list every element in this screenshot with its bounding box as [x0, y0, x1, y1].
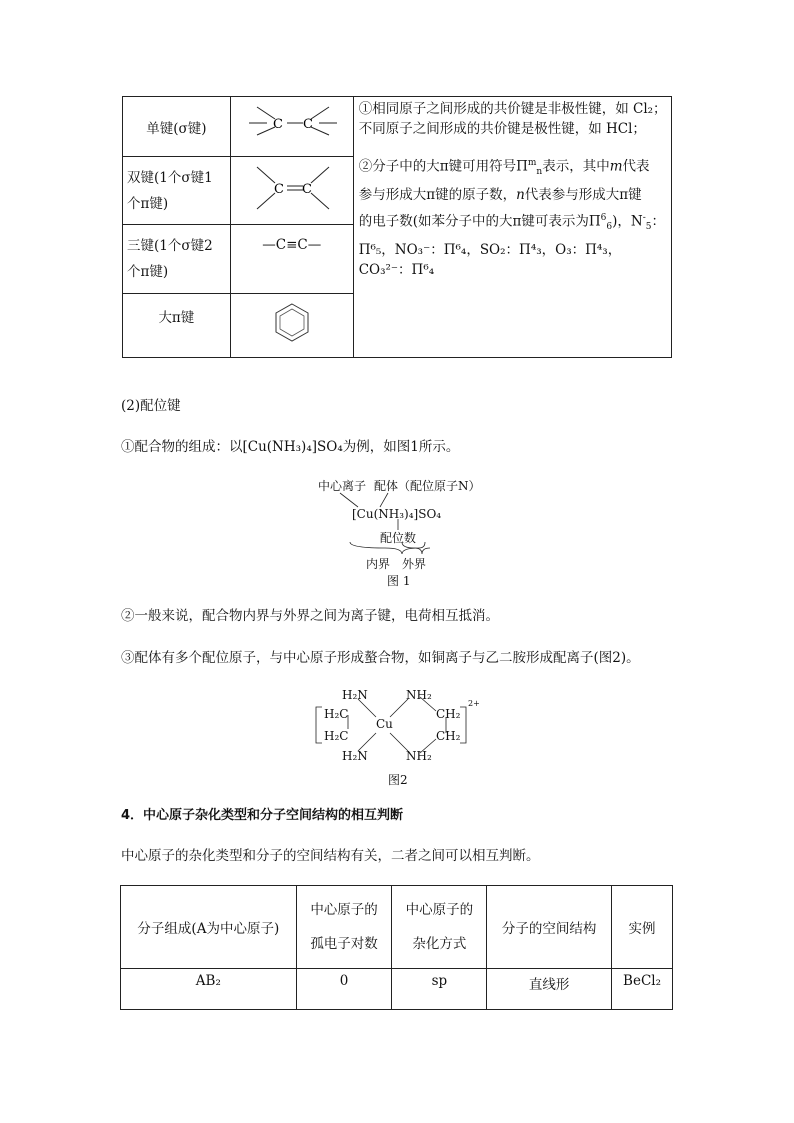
note1-line2: 不同原子之间形成的共价键是极性键，如 HCl； — [358, 121, 646, 137]
note1-line1: ①相同原子之间形成的共价键是非极性键，如 Cl₂； — [358, 101, 667, 117]
header-example: 实例 — [612, 886, 673, 969]
fig2-nh2-top: NH₂ — [406, 688, 432, 702]
cell-composition: AB₂ — [121, 969, 297, 1010]
coord-p3: ③配体有多个配位原子，与中心原子形成螯合物，如铜离子与乙二胺形成配离子(图2)。 — [121, 650, 640, 666]
fig1-coord-num-label: 配位数 — [380, 531, 417, 545]
svg-text:C: C — [301, 181, 312, 197]
single-bond-diagram — [237, 99, 347, 151]
note2-line3: 的电子数(如苯分子中的大π键可表示为$\Pi^6_6$)，$N^-_5$： — [358, 213, 665, 233]
bond-double-structure — [230, 157, 353, 225]
figure-2 — [310, 685, 485, 785]
svg-text:C: C — [273, 181, 284, 197]
svg-text:C: C — [272, 116, 283, 132]
coord-heading: (2)配位键 — [121, 398, 181, 414]
bond-notes — [353, 97, 671, 358]
section4-heading: 4．中心原子杂化类型和分子空间结构的相互判断 — [121, 808, 404, 823]
note2-line4: Π⁶₅，NO₃⁻：Π⁶₄，SO₂：Π⁴₃，O₃：Π⁴₃，CO₃²⁻：Π⁶₄ — [358, 242, 622, 279]
bond-big-pi-name: 大π键 — [123, 293, 231, 357]
fig2-nh2-bot: NH₂ — [406, 749, 432, 763]
fig2-h2c-left-bot: H₂C — [324, 729, 349, 743]
bond-single-structure — [230, 97, 353, 157]
figure-1 — [300, 475, 500, 590]
header-molecule-composition: 分子组成(A为中心原子) — [121, 886, 297, 969]
cell-lone-pairs: 0 — [296, 969, 392, 1010]
coord-p2: ②一般来说，配合物内界与外界之间为离子键，电荷相互抵消。 — [121, 608, 499, 624]
fig1-outer-label: 外界 — [402, 557, 427, 571]
bond-single-name: 单键(σ键) — [123, 97, 231, 157]
fig2-h2c-left-top: H₂C — [324, 707, 349, 721]
double-bond-diagram — [237, 159, 347, 219]
bond-double-name: 双键(1个σ键1 个π键) — [123, 157, 231, 225]
bond-triple-name: 三键(1个σ键2 个π键) — [123, 225, 231, 293]
fig2-h2n-top: H₂N — [342, 688, 368, 702]
fig2-ch2-right-top: CH₂ — [436, 707, 461, 721]
bond-table — [122, 96, 672, 358]
fig1-inner-label: 内界 — [366, 557, 391, 571]
fig2-caption: 图2 — [388, 773, 408, 787]
fig2-h2n-bot: H₂N — [342, 749, 368, 763]
note2-line2: 参与形成大π键的原子数，n代表参与形成大π键 — [358, 187, 642, 204]
fig2-cu: Cu — [376, 717, 393, 731]
fig2-ch2-right-bot: CH₂ — [436, 729, 461, 743]
fig2-charge: 2+ — [468, 699, 480, 708]
hybridization-table — [120, 885, 673, 1010]
note2-line1: ②分子中的大π键可用符号$\Pi^m_n$表示，其中m代表 — [358, 158, 650, 178]
section4-intro: 中心原子的杂化类型和分子的空间结构有关，二者之间可以相互判断。 — [121, 848, 540, 864]
bond-benzene-structure — [230, 293, 353, 357]
fig1-center-ion-label: 中心离子 — [318, 479, 367, 493]
benzene-ring-icon — [272, 301, 312, 345]
cell-hybridization: sp — [392, 969, 487, 1010]
cell-example: BeCl₂ — [612, 969, 673, 1010]
header-hybridization: 中心原子的 杂化方式 — [392, 886, 487, 969]
bond-triple-structure: —C≡C— — [230, 225, 353, 293]
header-lone-pairs: 中心原子的 孤电子对数 — [296, 886, 392, 969]
fig1-ligand-label: 配体（配位原子N） — [374, 479, 481, 493]
header-spatial-structure: 分子的空间结构 — [487, 886, 612, 969]
cell-structure: 直线形 — [487, 969, 612, 1010]
fig1-caption: 图 1 — [387, 574, 411, 588]
svg-text:C: C — [302, 116, 313, 132]
table-row — [121, 969, 673, 1010]
coord-p1: ①配合物的组成：以[Cu(NH₃)₄]SO₄为例，如图1所示。 — [121, 439, 460, 455]
fig1-formula: [Cu(NH₃)₄]SO₄ — [352, 507, 442, 521]
